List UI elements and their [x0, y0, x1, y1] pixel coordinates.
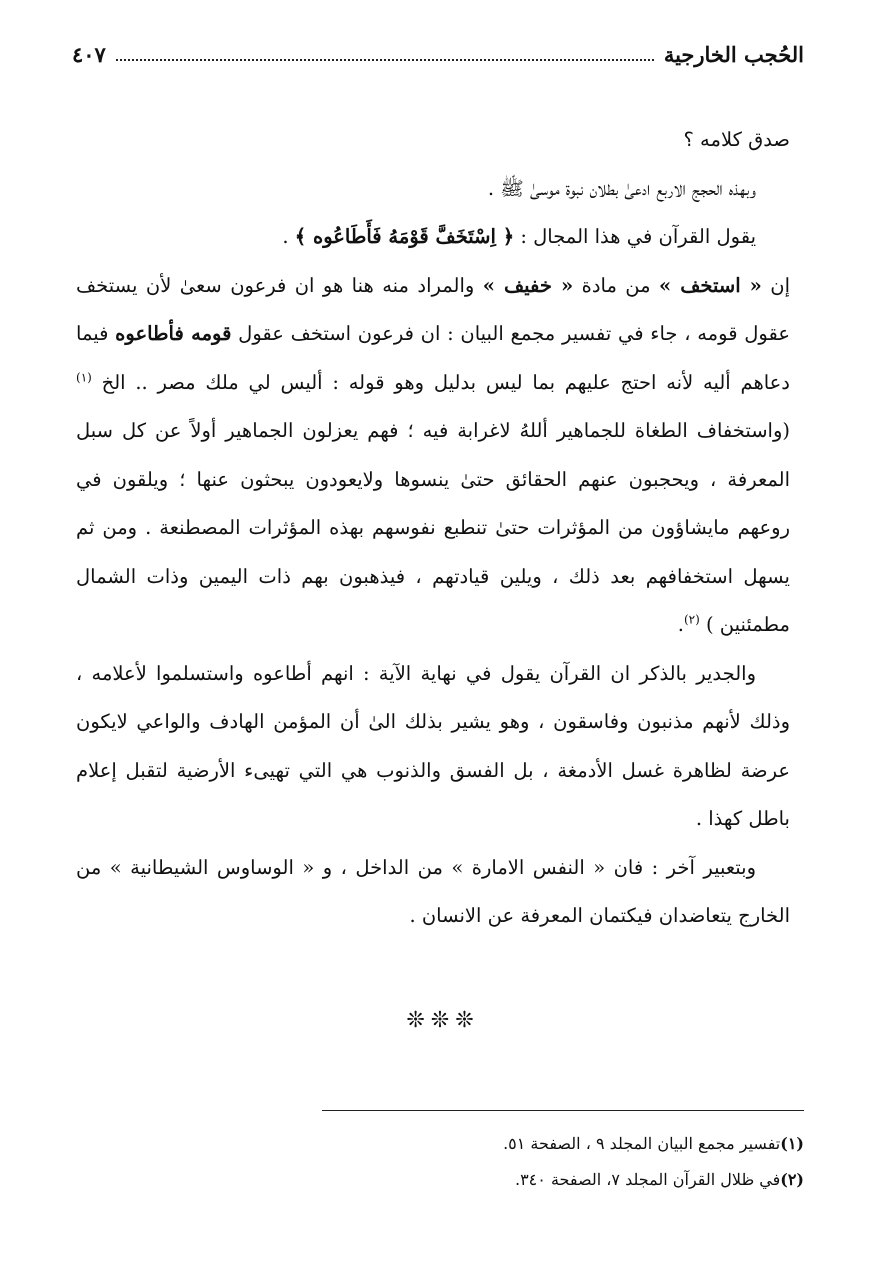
running-header	[72, 34, 804, 74]
paragraph-2-text: وبهذه الحجج الاربع ادعىٰ بطلان نبوة موسىٰ ﷺ .	[487, 176, 756, 200]
p4-text-2: من مادة	[573, 273, 660, 297]
p4-text-1: إن	[761, 273, 791, 297]
footnote-ref-2: (٢)	[683, 612, 700, 627]
paragraph-1-text: صدق كلامه ؟	[683, 128, 790, 151]
p4-text-6: .	[677, 613, 684, 636]
footnote-2-marker: (٢)	[780, 1170, 804, 1189]
footnote-1	[104, 1126, 804, 1162]
paragraph-5-text: والجدير بالذكر ان القرآن يقول في نهاية الآية : انهم أطاعوه واستسلموا لأعلامه ، وذلك لأنهم مذنبون وفاسقون ، وهو يشير بذلك الىٰ أن المؤمن الهادف والواعي لايكون عرضة لظاهرة غسل الأدمغة ، بل الفسق والذنوب هي التي تهيىء الأرضية لتقبل إعلام باطل كهذا .	[76, 661, 790, 830]
paragraph-2	[76, 165, 790, 214]
paragraph-3-intro: يقول القرآن في هذا المجال :	[514, 225, 756, 248]
paragraph-3	[76, 213, 790, 262]
paragraph-6-text: وبتعبير آخر : فان « النفس الامارة » من الداخل ، و « الوساوس الشيطانية » من الخارج يتعاضدان فيكتمان المعرفة عن الانسان .	[76, 855, 790, 927]
page-number: ٤٠٧	[72, 41, 106, 67]
paragraph-5	[76, 650, 790, 844]
p4-term-istakhaff: « استخف »	[659, 273, 762, 297]
p4-bold-phrase: قومه فأطاعوه	[115, 322, 232, 345]
main-text	[76, 116, 790, 941]
footnote-2	[104, 1162, 804, 1198]
footnote-divider	[322, 1110, 804, 1111]
p4-text-4: فيما دعاهم أليه لأنه احتج عليهم بما ليس بدليل وهو قوله : أليس لي ملك مصر .. الخ	[76, 322, 790, 394]
running-title: الحُجب الخارجية	[663, 41, 804, 67]
quran-verse: ﴿ اِسْتَخَفَّ قَوْمَهُ فَأَطَاعُوه ﴾	[294, 225, 515, 248]
footnote-ref-1: (١)	[76, 370, 92, 384]
footnote-1-marker: (١)	[780, 1134, 804, 1153]
paragraph-4	[76, 262, 790, 650]
header-dot-leader	[116, 59, 654, 61]
footnote-1-text: تفسير مجمع البيان المجلد ٩ ، الصفحة ٥١.	[503, 1134, 781, 1153]
footnote-2-text: في ظلال القرآن المجلد ٧، الصفحة ٣٤٠.	[514, 1170, 781, 1189]
paragraph-3-end: .	[282, 225, 295, 248]
p4-term-khafif: « خفيف »	[482, 273, 574, 297]
p4-text-5: (واستخفاف الطغاة للجماهير أللهُ لاغرابة فيه ؛ فهم يعزلون الجماهير أولاً عن كل سبل المعرفة ، ويحجبون عنهم الحقائق حتىٰ ينسوها ولايعودون يبحثون عنها ؛ ويلقون في روعهم مايشاؤون من المؤثرات حتىٰ تنطبع نفوسهم بهذه المؤثرات المصطنعة . ومن ثم يسهل استخفافهم بعد ذلك ، ويلين قيادتهم ، فيذهبون بهم ذات اليمين وذات الشمال مطمئنين )	[76, 419, 790, 636]
paragraph-6	[76, 844, 790, 941]
section-separator: ❊❊❊	[406, 1008, 480, 1033]
p4-text-3: والمراد منه هنا هو ان فرعون سعىٰ لأن يستخف عقول قومه ، جاء في تفسير مجمع البيان : ان فرعون استخف عقول	[76, 273, 790, 345]
footnotes	[104, 1126, 804, 1198]
paragraph-1	[76, 116, 790, 165]
